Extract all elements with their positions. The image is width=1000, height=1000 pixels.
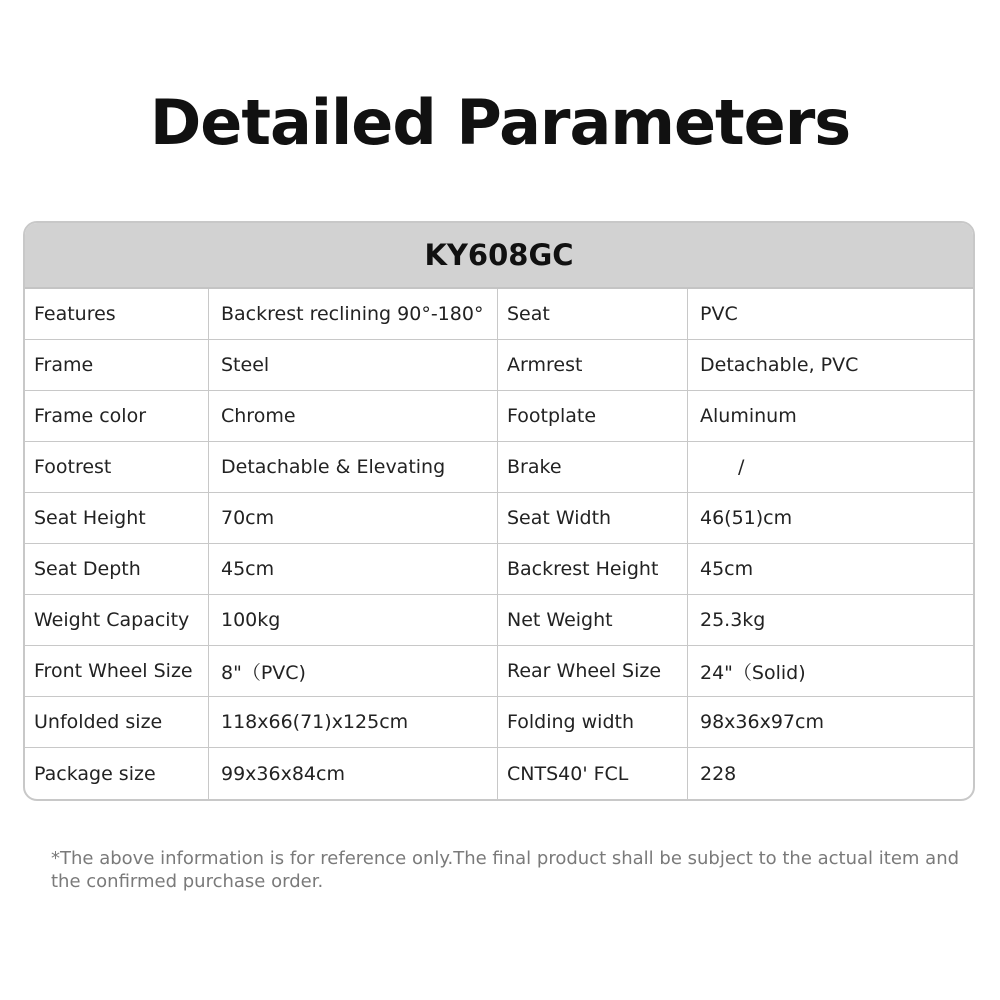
param-value: 25.3kg (688, 595, 973, 646)
spec-table (23, 221, 975, 801)
spec-table-body (25, 289, 973, 799)
param-value: 24"（Solid) (688, 646, 973, 697)
param-label: Backrest Height (498, 544, 688, 595)
param-label: Seat (498, 289, 688, 340)
param-value: Detachable & Elevating (209, 442, 498, 493)
param-label: Package size (25, 748, 209, 799)
param-label: CNTS40' FCL (498, 748, 688, 799)
param-label: Weight Capacity (25, 595, 209, 646)
param-value: PVC (688, 289, 973, 340)
param-value: 118x66(71)x125cm (209, 697, 498, 748)
param-label: Front Wheel Size (25, 646, 209, 697)
page-title: Detailed Parameters (149, 86, 851, 159)
param-value: 45cm (209, 544, 498, 595)
param-label: Frame color (25, 391, 209, 442)
param-label: Folding width (498, 697, 688, 748)
param-label: Frame (25, 340, 209, 391)
param-label: Rear Wheel Size (498, 646, 688, 697)
param-label: Seat Width (498, 493, 688, 544)
model-header: KY608GC (25, 223, 973, 289)
param-label: Armrest (498, 340, 688, 391)
param-value: 8"（PVC) (209, 646, 498, 697)
param-value: Steel (209, 340, 498, 391)
param-label: Seat Depth (25, 544, 209, 595)
param-label: Net Weight (498, 595, 688, 646)
param-value: 100kg (209, 595, 498, 646)
param-value: 46(51)cm (688, 493, 973, 544)
param-value: 99x36x84cm (209, 748, 498, 799)
param-value: 228 (700, 762, 737, 785)
param-label: Brake (498, 442, 688, 493)
param-value: 45cm (688, 544, 973, 595)
param-label: Footrest (25, 442, 209, 493)
param-value: Detachable, PVC (688, 340, 973, 391)
param-label: Seat Height (25, 493, 209, 544)
param-label: Footplate (498, 391, 688, 442)
param-value: 98x36x97cm (688, 697, 973, 748)
disclaimer-note: *The above information is for reference only.The final product shall be subject to the actual item and the confirmed purchase order. (51, 848, 960, 892)
param-value: Chrome (209, 391, 498, 442)
param-value: 70cm (209, 493, 498, 544)
param-label: Unfolded size (25, 697, 209, 748)
param-value: Backrest reclining 90°-180° (209, 289, 498, 340)
param-value: Aluminum (688, 391, 973, 442)
param-value: / (688, 442, 973, 493)
param-label: Features (25, 289, 209, 340)
